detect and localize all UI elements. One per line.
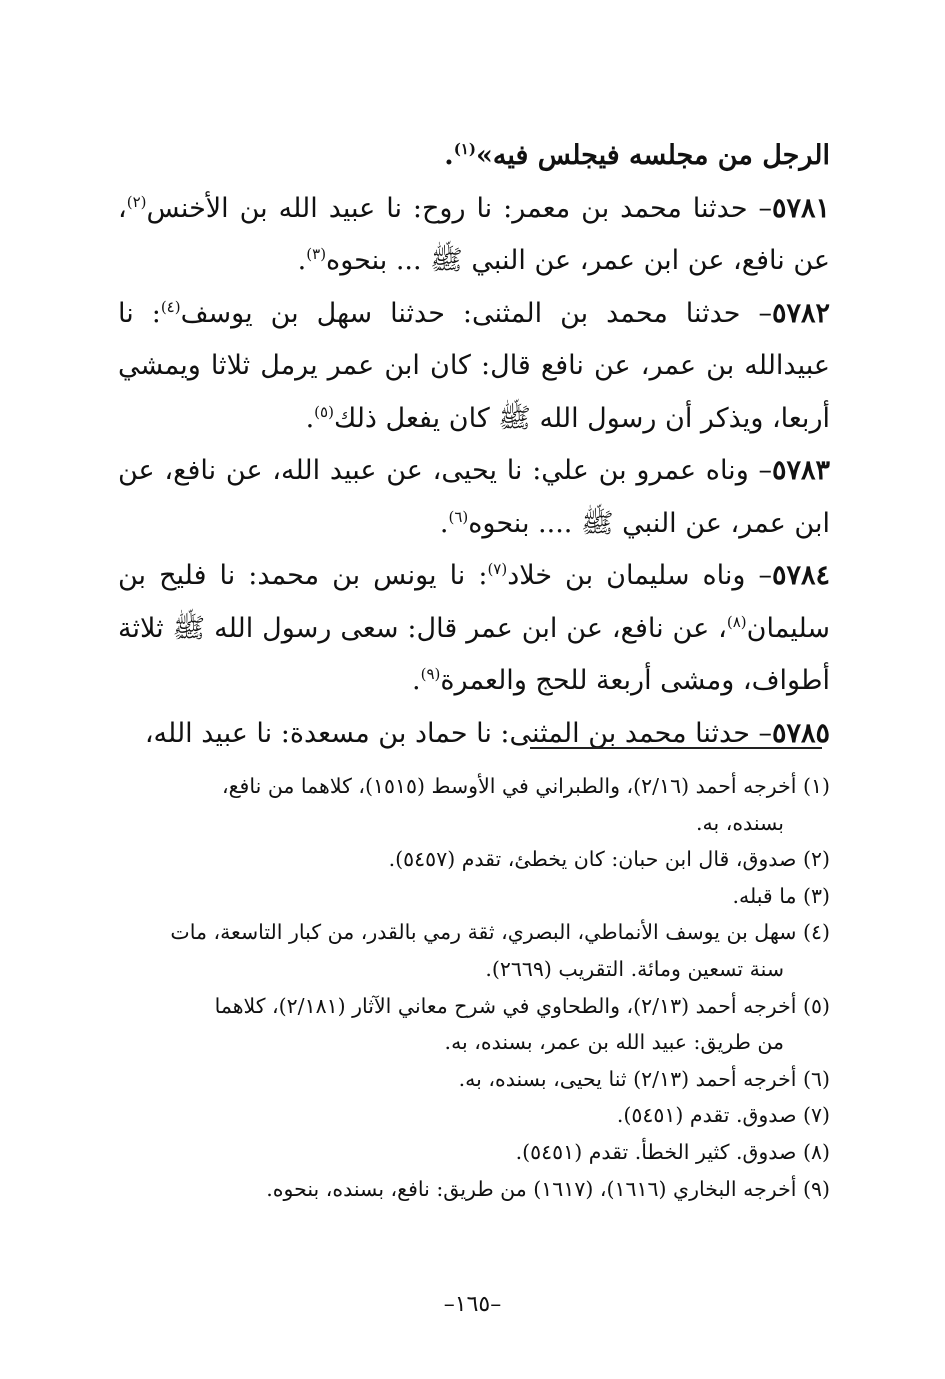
footnote-line: (٨) صدوق. كثير الخطأ. تقدم (٥٤٥١). bbox=[515, 1139, 830, 1164]
footnote-ref: (٥) bbox=[314, 402, 334, 421]
footnote-line: بسنده، به. bbox=[695, 810, 784, 835]
paragraph-text: – حدثنا محمد بن المثنى: نا حماد بن مسعدة: نا عبيد الله، bbox=[144, 717, 772, 749]
paragraph-text: : نا يونس بن محمد: نا فليح بن سليمان bbox=[118, 560, 831, 644]
footnote-line: (٧) صدوق. تقدم (٥٤٥١). bbox=[616, 1103, 830, 1128]
footnote-line: من طريق: عبيد الله بن عمر، بسنده، به. bbox=[444, 1030, 784, 1055]
paragraph-text: ، عن نافع، عن ابن عمر قال: سعى رسول الله ﷺ ثلاثة أطواف، ومشى أربعة للحج والعمرة bbox=[118, 612, 830, 696]
footnote-line: (٢) صدوق، قال ابن حبان: كان يخطئ، تقدم (٥٤٥٧). bbox=[388, 847, 830, 872]
footnote-line: (٤) سهل بن يوسف الأنماطي، البصري، ثقة رمي بالقدر، من كبار التاسعة، مات bbox=[170, 920, 830, 945]
paragraph-end: . bbox=[439, 507, 449, 539]
footnote-ref: (٣) bbox=[306, 245, 327, 263]
hadith-number: ٥٧٨٣ bbox=[771, 455, 830, 486]
footnote-ref: (٨) bbox=[726, 612, 747, 631]
footnote-line: سنة تسعين ومائة. التقريب (٢٦٦٩). bbox=[485, 956, 784, 981]
footnote-line: (٣) ما قبله. bbox=[732, 883, 830, 908]
footnote-line: (٦) أخرجه أحمد (٢/١٣) ثنا يحيى، بسنده، به. bbox=[458, 1066, 830, 1091]
footnote-line: (١) أخرجه أحمد (٢/١٦)، والطبراني في الأوسط (١٥١٥)، كلاهما من نافع، bbox=[222, 774, 830, 798]
footnote-line: (٩) أخرجه البخاري (١٦١٦)، (١٦١٧) من طريق: نافع، بسنده، بنحوه. bbox=[266, 1176, 830, 1201]
paragraph-end: . bbox=[305, 402, 315, 434]
main-text bbox=[118, 130, 830, 760]
hadith-paragraph bbox=[118, 183, 830, 288]
paragraph-text: – حدثنا محمد بن معمر: نا روح: نا عبيد الله بن الأخنس bbox=[146, 192, 772, 224]
paragraph-text: : نا عبيدالله بن عمر، عن نافع قال: كان ابن عمر يرمل ثلاثا ويمشي أربعا، ويذكر أن رسول الله ﷺ كان يفعل ذلك bbox=[118, 297, 830, 434]
page-number: –١٦٥– bbox=[443, 1292, 502, 1317]
footnotes bbox=[118, 768, 830, 1207]
footnote-ref: (٦) bbox=[448, 507, 469, 526]
footnote-ref: (٧) bbox=[487, 560, 508, 578]
footnote-ref: (١) bbox=[453, 140, 476, 158]
footnote-ref: (٩) bbox=[420, 665, 441, 683]
hadith-number: ٥٧٨٥ bbox=[771, 717, 830, 749]
paragraph-end: . bbox=[412, 665, 421, 696]
hadith-paragraph bbox=[118, 550, 830, 708]
hadith-number: ٥٧٨٢ bbox=[771, 297, 830, 329]
paragraph-text: الرجل من مجلسه فيجلس فيه» bbox=[475, 140, 830, 171]
paragraph-text: – حدثنا محمد بن المثنى: حدثنا سهل بن يوسف bbox=[180, 297, 772, 329]
hadith-paragraph bbox=[118, 288, 830, 446]
hadith-number: ٥٧٨٤ bbox=[771, 560, 830, 591]
paragraph-text: – وناه سليمان بن خلاد bbox=[507, 560, 772, 591]
footnote-divider bbox=[530, 747, 822, 749]
footnote-ref: (٤) bbox=[160, 297, 181, 316]
hadith-number: ٥٧٨١ bbox=[771, 192, 830, 224]
footnote-line: (٥) أخرجه أحمد (٢/١٣)، والطحاوي في شرح معاني الآثار (٢/١٨١)، كلاهما bbox=[214, 993, 830, 1018]
text-paragraph bbox=[118, 130, 830, 183]
paragraph-text: ، عن نافع، عن ابن عمر، عن النبي ﷺ ... بنحوه bbox=[118, 192, 830, 276]
footnote-ref: (٢) bbox=[126, 192, 147, 211]
paragraph-end: . bbox=[297, 245, 307, 276]
paragraph-end: . bbox=[444, 140, 454, 171]
hadith-paragraph bbox=[118, 708, 830, 761]
hadith-paragraph bbox=[118, 445, 830, 550]
paragraph-text: – وناه عمرو بن علي: نا يحيى، عن عبيد الله، عن نافع، عن ابن عمر، عن النبي ﷺ .... بنحوه bbox=[118, 455, 830, 539]
